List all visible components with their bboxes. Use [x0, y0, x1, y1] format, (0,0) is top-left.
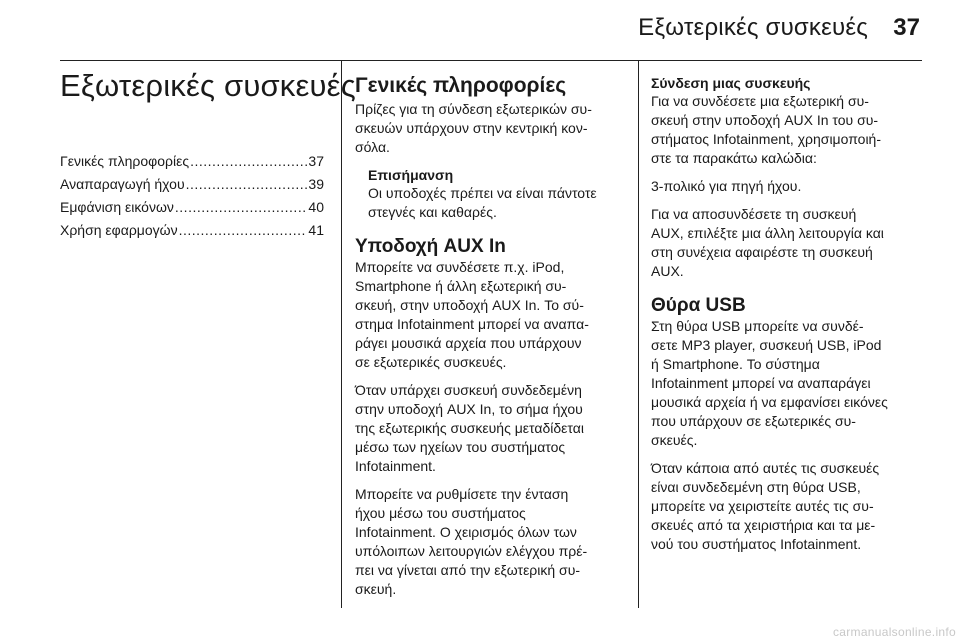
text-line: σκευή, στην υποδοχή AUX In. Το σύ-	[355, 297, 584, 313]
toc-entry-page: 37	[308, 153, 324, 169]
running-header-title: Εξωτερικές συσκευές	[638, 14, 868, 41]
text-line: Για να συνδέσετε μια εξωτερική συ-	[651, 93, 869, 109]
text-line: σκευές.	[651, 432, 698, 448]
text-line: στήματος Infotainment, χρησιμοποιή-	[651, 131, 882, 147]
aux-paragraph-2	[355, 381, 625, 476]
toc-entry[interactable]	[60, 219, 324, 242]
header-rule	[60, 60, 922, 61]
toc-entry-label: Χρήση εφαρμογών	[60, 222, 178, 238]
text-line: Μπορείτε να συνδέσετε π.χ. iPod,	[355, 259, 565, 275]
text-line: στεγνές και καθαρές.	[368, 204, 497, 220]
text-line: Στη θύρα USB μπορείτε να συνδέ-	[651, 318, 864, 334]
toc-entry-label: Γενικές πληροφορίες	[60, 153, 190, 169]
text-line: Οι υποδοχές πρέπει να είναι πάντοτε	[368, 185, 597, 201]
usb-paragraph-1	[651, 317, 923, 450]
text-line: που υπάρχουν σε εξωτερικές συ-	[651, 413, 856, 429]
text-line: 3-πολικό για πηγή ήχου.	[651, 178, 802, 194]
toc-entry-page: 40	[308, 199, 324, 215]
toc-entry-label: Αναπαραγωγή ήχου	[60, 176, 185, 192]
text-line: είναι συνδεδεμένη στη θύρα USB,	[651, 479, 861, 495]
page-number: 37	[893, 14, 920, 41]
toc-entry[interactable]	[60, 173, 324, 196]
text-line: στημα Infotainment μπορεί να αναπα-	[355, 316, 589, 332]
text-line: Infotainment.	[355, 458, 436, 474]
toc-entry-page: 39	[308, 176, 324, 192]
text-line: πει να γίνεται από την εξωτερική συ-	[355, 562, 581, 578]
right-column	[651, 74, 923, 554]
chapter-title: Εξωτερικές συσκευές	[60, 68, 356, 103]
column-divider-right	[638, 61, 639, 608]
text-line: μπορείτε να χειριστείτε αυτές τις συ-	[651, 498, 874, 514]
text-line: Μπορείτε να ρυθμίσετε την ένταση	[355, 486, 569, 502]
text-line: σκευών υπάρχουν στην κεντρική κον-	[355, 120, 588, 136]
section-heading-usb: Θύρα USB	[651, 295, 746, 316]
text-line: AUX, επιλέξτε μια άλλη λειτουργία και	[651, 225, 884, 241]
text-line: ήχου μέσω του συστήματος	[355, 505, 526, 521]
notice-title: Επισήμανση	[368, 167, 454, 183]
text-line: σκευή.	[355, 581, 397, 597]
toc-entry-label: Εμφάνιση εικόνων	[60, 199, 174, 215]
connect-paragraph-3	[651, 205, 923, 281]
text-line: Smartphone ή άλλη εξωτερική συ-	[355, 278, 567, 294]
text-line: σε εξωτερικές συσκευές.	[355, 354, 507, 370]
toc-leader-dots	[175, 196, 308, 219]
text-line: υπόλοιπων λειτουργιών ελέγχου πρέ-	[355, 543, 588, 559]
aux-paragraph-3	[355, 485, 625, 599]
section-heading-general: Γενικές πληροφορίες	[355, 74, 567, 97]
usb-paragraph-2	[651, 459, 923, 554]
toc-leader-dots	[190, 150, 307, 173]
text-line: της εξωτερικής συσκευής μεταδίδεται	[355, 420, 584, 436]
text-line: Για να αποσυνδέσετε τη συσκευή	[651, 206, 857, 222]
toc-entry-page: 41	[308, 222, 324, 238]
text-line: Όταν κάποια από αυτές τις συσκευές	[651, 460, 880, 476]
connect-paragraph-2	[651, 177, 923, 196]
text-line: νού του συστήματος Infotainment.	[651, 536, 862, 552]
column-divider-left	[341, 61, 342, 608]
middle-column	[355, 74, 625, 599]
section-heading-aux: Υποδοχή AUX In	[355, 236, 506, 257]
text-line: στε τα παρακάτω καλώδια:	[651, 150, 817, 166]
notice-box	[355, 166, 625, 222]
text-line: Πρίζες για τη σύνδεση εξωτερικών συ-	[355, 101, 592, 117]
text-line: ή Smartphone. Το σύστημα	[651, 356, 820, 372]
connect-paragraph-1	[651, 92, 923, 168]
text-line: σκευές από τα χειριστήρια και τα με-	[651, 517, 876, 533]
text-line: AUX.	[651, 263, 684, 279]
text-line: σόλα.	[355, 139, 390, 155]
aux-paragraph-1	[355, 258, 625, 372]
general-intro-paragraph	[355, 100, 625, 157]
text-line: Infotainment μπορεί να αναπαράγει	[651, 375, 871, 391]
text-line: σκευή στην υποδοχή AUX In του συ-	[651, 112, 879, 128]
text-line: ράγει μουσικά αρχεία που υπάρχουν	[355, 335, 582, 351]
toc-entry[interactable]	[60, 150, 324, 173]
text-line: σετε MP3 player, συσκευή USB, iPod	[651, 337, 882, 353]
toc-leader-dots	[179, 219, 308, 242]
table-of-contents	[60, 150, 324, 242]
toc-entry[interactable]	[60, 196, 324, 219]
section-heading-connect: Σύνδεση μιας συσκευής	[651, 75, 811, 91]
text-line: Όταν υπάρχει συσκευή συνδεδεμένη	[355, 382, 582, 398]
toc-leader-dots	[186, 173, 308, 196]
text-line: μουσικά αρχεία ή να εμφανίσει εικόνες	[651, 394, 888, 410]
text-line: Infotainment. Ο χειρισμός όλων των	[355, 524, 577, 540]
text-line: στη συνέχεια αφαιρέστε τη συσκευή	[651, 244, 873, 260]
watermark: carmanualsonline.info	[832, 625, 956, 639]
text-line: μέσω των ηχείων του συστήματος	[355, 439, 566, 455]
text-line: στην υποδοχή AUX In, το σήμα ήχου	[355, 401, 583, 417]
